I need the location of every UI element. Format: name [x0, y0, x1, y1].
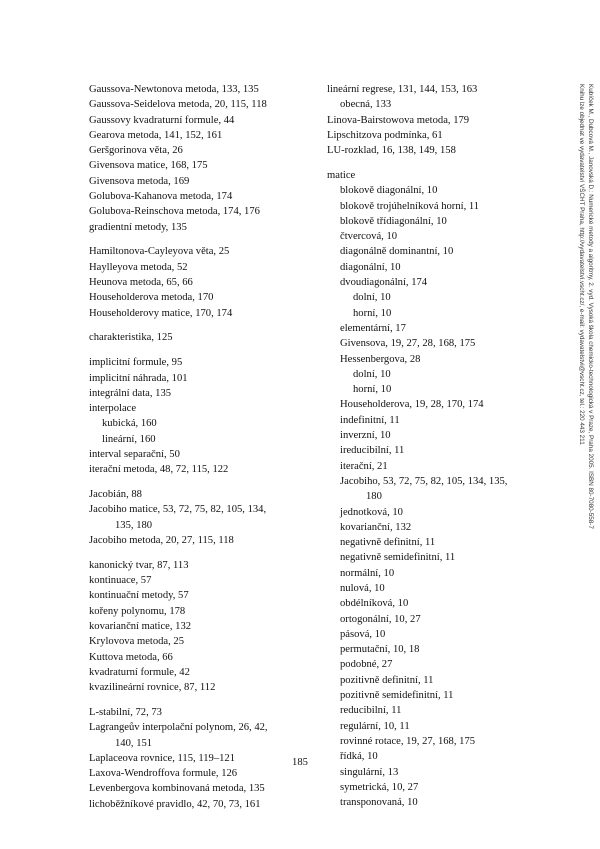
entry-text: kovarianční, 132: [340, 521, 412, 533]
entry-text: kontinuace, 57: [89, 575, 152, 587]
index-entry: [89, 82, 314, 97]
entry-gap: [89, 695, 314, 705]
index-entry: [89, 260, 314, 275]
entry-text: Givensova metoda, 169: [89, 175, 190, 187]
entry-text: Jacobiho matice, 53, 72, 75, 82, 105, 134,: [89, 504, 267, 516]
entry-text: čtvercová, 10: [340, 231, 398, 243]
index-subentry: [327, 734, 562, 749]
entry-continuation: 140, 151: [115, 737, 153, 749]
index-subentry: [327, 566, 562, 581]
index-subentry: [327, 397, 562, 412]
index-subentry: [89, 432, 314, 447]
entry-text: Laxova-Wendroffova formule, 126: [89, 768, 238, 780]
index-subentry: [327, 612, 562, 627]
index-subentry: [327, 581, 562, 596]
entry-text: kvadraturní formule, 42: [89, 666, 190, 678]
entry-text: iterační, 21: [340, 460, 388, 472]
index-entry: [89, 401, 314, 416]
index-subentry: [327, 321, 562, 336]
index-entry: [89, 306, 314, 321]
entry-text: pozitivně semidefinitní, 11: [340, 690, 454, 702]
entry-text: Lipschitzova podmínka, 61: [327, 129, 443, 141]
entry-text: Golubova-Reinschova metoda, 174, 176: [89, 206, 260, 218]
index-subentry: [327, 596, 562, 611]
index-subentry: [327, 719, 562, 734]
index-entry: [89, 174, 314, 189]
index-entry: [89, 665, 314, 680]
entry-gap: [89, 235, 314, 245]
entry-text: symetrická, 10, 27: [340, 781, 419, 793]
entry-text: Linova-Bairstowova metoda, 179: [327, 114, 470, 126]
entry-text: Krylovova metoda, 25: [89, 636, 185, 648]
entry-text: horní, 10: [353, 307, 392, 319]
entry-text: obdélníková, 10: [340, 598, 409, 610]
entry-text: kontinuační metody, 57: [89, 590, 189, 602]
entry-text: podobné, 27: [340, 659, 393, 671]
index-entry: [89, 705, 314, 720]
entry-text: Householderova metoda, 170: [89, 292, 214, 304]
entry-text: Geršgorinova věta, 26: [89, 145, 183, 157]
index-subentry: [327, 795, 562, 810]
entry-text: horní, 10: [353, 384, 392, 396]
entry-text: blokově trojúhelníková horní, 11: [340, 200, 480, 212]
index-subentry: [327, 336, 562, 351]
index-entry: [89, 720, 314, 751]
entry-text: Haylleyova metoda, 52: [89, 261, 188, 273]
entry-text: Jacobián, 88: [89, 489, 142, 501]
index-entry: [89, 330, 314, 345]
index-entry: [89, 462, 314, 477]
entry-text: charakteristika, 125: [89, 332, 173, 344]
index-entry: [89, 797, 314, 812]
side-note-line-2: Knihu lze objednat ve vydavatelství VŠCHT Praha, http://vydavatelstvi.vscht.cz/, e-mail: vydavatelstvi@vscht.cz, tel.: 220 443 211: [578, 84, 586, 445]
side-note-line-1: Kubíček M., Dubcová M., Janovská D.: Numerické metody a algoritmy, 2. vyd. Vysoká škola chemicko-technologická v Praze, Praha 2005. ISBN 80-7080-558-7: [587, 84, 594, 529]
index-subentry: [327, 352, 562, 367]
entry-text: Hessenbergova, 28: [340, 353, 421, 365]
index-entry: [89, 220, 314, 235]
entry-text: pozitivně definitní, 11: [340, 674, 434, 686]
index-subentry: [327, 550, 562, 565]
entry-text: řídká, 10: [340, 751, 378, 763]
index-subentry: [327, 474, 562, 505]
index-subentry: [327, 183, 562, 198]
index-entry: [89, 781, 314, 796]
index-entry: [89, 533, 314, 548]
index-subentry: [327, 199, 562, 214]
entry-text: lichoběžníkové pravidlo, 42, 70, 73, 161: [89, 798, 261, 810]
index-entry: [89, 275, 314, 290]
index-entry: [89, 502, 314, 533]
entry-text: permutační, 10, 18: [340, 644, 420, 656]
entry-text: pásová, 10: [340, 628, 386, 640]
entry-text: rovinné rotace, 19, 27, 168, 175: [340, 735, 476, 747]
entry-text: kanonický tvar, 87, 113: [89, 559, 189, 571]
index-subentry: [327, 657, 562, 672]
entry-text: dvoudiagonální, 174: [340, 277, 428, 289]
entry-gap: [89, 478, 314, 488]
index-entry: [89, 558, 314, 573]
entry-text: diagonálně dominantní, 10: [340, 246, 454, 258]
entry-text: Heunova metoda, 65, 66: [89, 277, 193, 289]
entry-text: indefinitní, 11: [340, 414, 400, 426]
entry-text: reducibilní, 11: [340, 705, 402, 717]
entry-gap: [89, 321, 314, 331]
entry-text: lineární regrese, 131, 144, 153, 163: [327, 84, 478, 95]
index-subentry: [327, 229, 562, 244]
index-entry: [327, 128, 562, 143]
index-entry: [89, 113, 314, 128]
entry-text: LU-rozklad, 16, 138, 149, 158: [327, 145, 456, 157]
entry-text: matice: [327, 169, 356, 181]
entry-text: ireducibilní, 11: [340, 445, 405, 457]
entry-text: implicitní náhrada, 101: [89, 372, 188, 384]
index-entry: [89, 619, 314, 634]
entry-text: singulární, 13: [340, 766, 399, 778]
index-subentry: [327, 443, 562, 458]
index-subentry: [327, 275, 562, 290]
entry-text: dolní, 10: [353, 368, 391, 380]
entry-text: ortogonální, 10, 27: [340, 613, 421, 625]
index-subentry: [327, 627, 562, 642]
index-subentry: [327, 290, 562, 305]
entry-text: dolní, 10: [353, 292, 391, 304]
index-subentry: [327, 703, 562, 718]
index-subentry: [327, 367, 562, 382]
index-entry: [89, 487, 314, 502]
entry-text: Householderovy matice, 170, 174: [89, 307, 233, 319]
entry-text: negativně definitní, 11: [340, 537, 436, 549]
index-entry: [327, 113, 562, 128]
index-entry: [89, 128, 314, 143]
entry-text: kvazilineární rovnice, 87, 112: [89, 682, 216, 694]
index-subentry: [327, 382, 562, 397]
entry-text: Householderova, 19, 28, 170, 174: [340, 399, 484, 411]
index-entry: [327, 82, 562, 97]
index-entry: [89, 604, 314, 619]
entry-text: diagonální, 10: [340, 261, 401, 273]
index-subentry: [327, 260, 562, 275]
side-note: [572, 84, 594, 644]
index-entry: [89, 588, 314, 603]
entry-continuation: 180: [366, 491, 382, 503]
entry-text: jednotková, 10: [340, 506, 403, 518]
index-entry: [89, 97, 314, 112]
entry-text: Lagrangeův interpolační polynom, 26, 42,: [89, 722, 268, 734]
index-subentry: [327, 306, 562, 321]
index-entry: [89, 189, 314, 204]
index-subentry: [89, 416, 314, 431]
entry-text: Givensova, 19, 27, 28, 168, 175: [340, 338, 476, 350]
entry-text: Golubova-Kahanova metoda, 174: [89, 191, 233, 203]
entry-gap: [89, 346, 314, 356]
index-entry: [89, 650, 314, 665]
index-subentry: [327, 642, 562, 657]
entry-text: transponovaná, 10: [340, 797, 418, 809]
index-entry: [89, 355, 314, 370]
entry-text: Hamiltonova-Cayleyova věta, 25: [89, 246, 230, 258]
index-subentry: [327, 214, 562, 229]
index-subentry: [327, 520, 562, 535]
entry-gap: [89, 548, 314, 558]
entry-text: kořeny polynomu, 178: [89, 605, 186, 617]
entry-text: Gaussova-Newtonova metoda, 133, 135: [89, 84, 259, 95]
index-entry: [89, 634, 314, 649]
index-subentry: [327, 535, 562, 550]
index-entry: [89, 447, 314, 462]
entry-text: interval separační, 50: [89, 449, 180, 461]
index-subentry: [327, 780, 562, 795]
entry-text: Gearova metoda, 141, 152, 161: [89, 129, 223, 141]
entry-text: negativně semidefinitní, 11: [340, 552, 456, 564]
index-subentry: [327, 505, 562, 520]
entry-text: elementární, 17: [340, 322, 406, 334]
entry-text: nulová, 10: [340, 583, 385, 594]
side-note-text: [577, 84, 594, 644]
entry-text: blokově diagonální, 10: [340, 185, 438, 197]
entry-text: Gaussova-Seidelova metoda, 20, 115, 118: [89, 99, 267, 111]
entry-text: inverzní, 10: [340, 430, 391, 442]
index-subentry: [327, 459, 562, 474]
index-entry: [89, 766, 314, 781]
entry-text: kovarianční matice, 132: [89, 621, 192, 632]
entry-text: integrální data, 135: [89, 387, 172, 399]
entry-text: Levenbergova kombinovaná metoda, 135: [89, 783, 265, 795]
index-entry: [89, 158, 314, 173]
index-subentry: [327, 244, 562, 259]
index-entry: [89, 143, 314, 158]
index-entry: [89, 204, 314, 219]
index-subentry: [327, 673, 562, 688]
entry-text: Kuttova metoda, 66: [89, 651, 173, 663]
index-subentry: [327, 428, 562, 443]
page-number: 185: [292, 757, 308, 768]
index-subentry: [327, 97, 562, 112]
index-entry: [89, 680, 314, 695]
index-right-column: [327, 82, 562, 810]
index-entry: [89, 371, 314, 386]
entry-text: gradientní metody, 135: [89, 221, 187, 233]
entry-text: L-stabilní, 72, 73: [89, 706, 162, 718]
entry-text: regulární, 10, 11: [340, 720, 410, 732]
entry-text: lineární, 160: [102, 433, 156, 445]
entry-text: Jacobiho, 53, 72, 75, 82, 105, 134, 135,: [340, 475, 508, 487]
index-entry: [89, 290, 314, 305]
entry-text: interpolace: [89, 403, 137, 415]
index-subentry: [327, 413, 562, 428]
entry-text: normální, 10: [340, 567, 395, 579]
entry-text: Laplaceova rovnice, 115, 119–121: [89, 752, 236, 764]
index-entry: [327, 168, 562, 183]
entry-text: implicitní formule, 95: [89, 357, 183, 369]
index-entry: [89, 573, 314, 588]
index-left-column: [89, 82, 314, 812]
index-entry: [327, 143, 562, 158]
entry-text: Jacobiho metoda, 20, 27, 115, 118: [89, 535, 234, 547]
index-entry: [89, 244, 314, 259]
entry-text: Givensova matice, 168, 175: [89, 160, 208, 172]
entry-text: blokově třídiagonální, 10: [340, 215, 447, 227]
entry-continuation: 135, 180: [115, 519, 153, 531]
index-entry: [89, 386, 314, 401]
entry-text: iterační metoda, 48, 72, 115, 122: [89, 464, 229, 476]
entry-text: kubická, 160: [102, 418, 157, 430]
entry-text: Gaussovy kvadraturní formule, 44: [89, 114, 235, 126]
entry-text: obecná, 133: [340, 99, 392, 111]
entry-gap: [327, 158, 562, 168]
index-subentry: [327, 688, 562, 703]
